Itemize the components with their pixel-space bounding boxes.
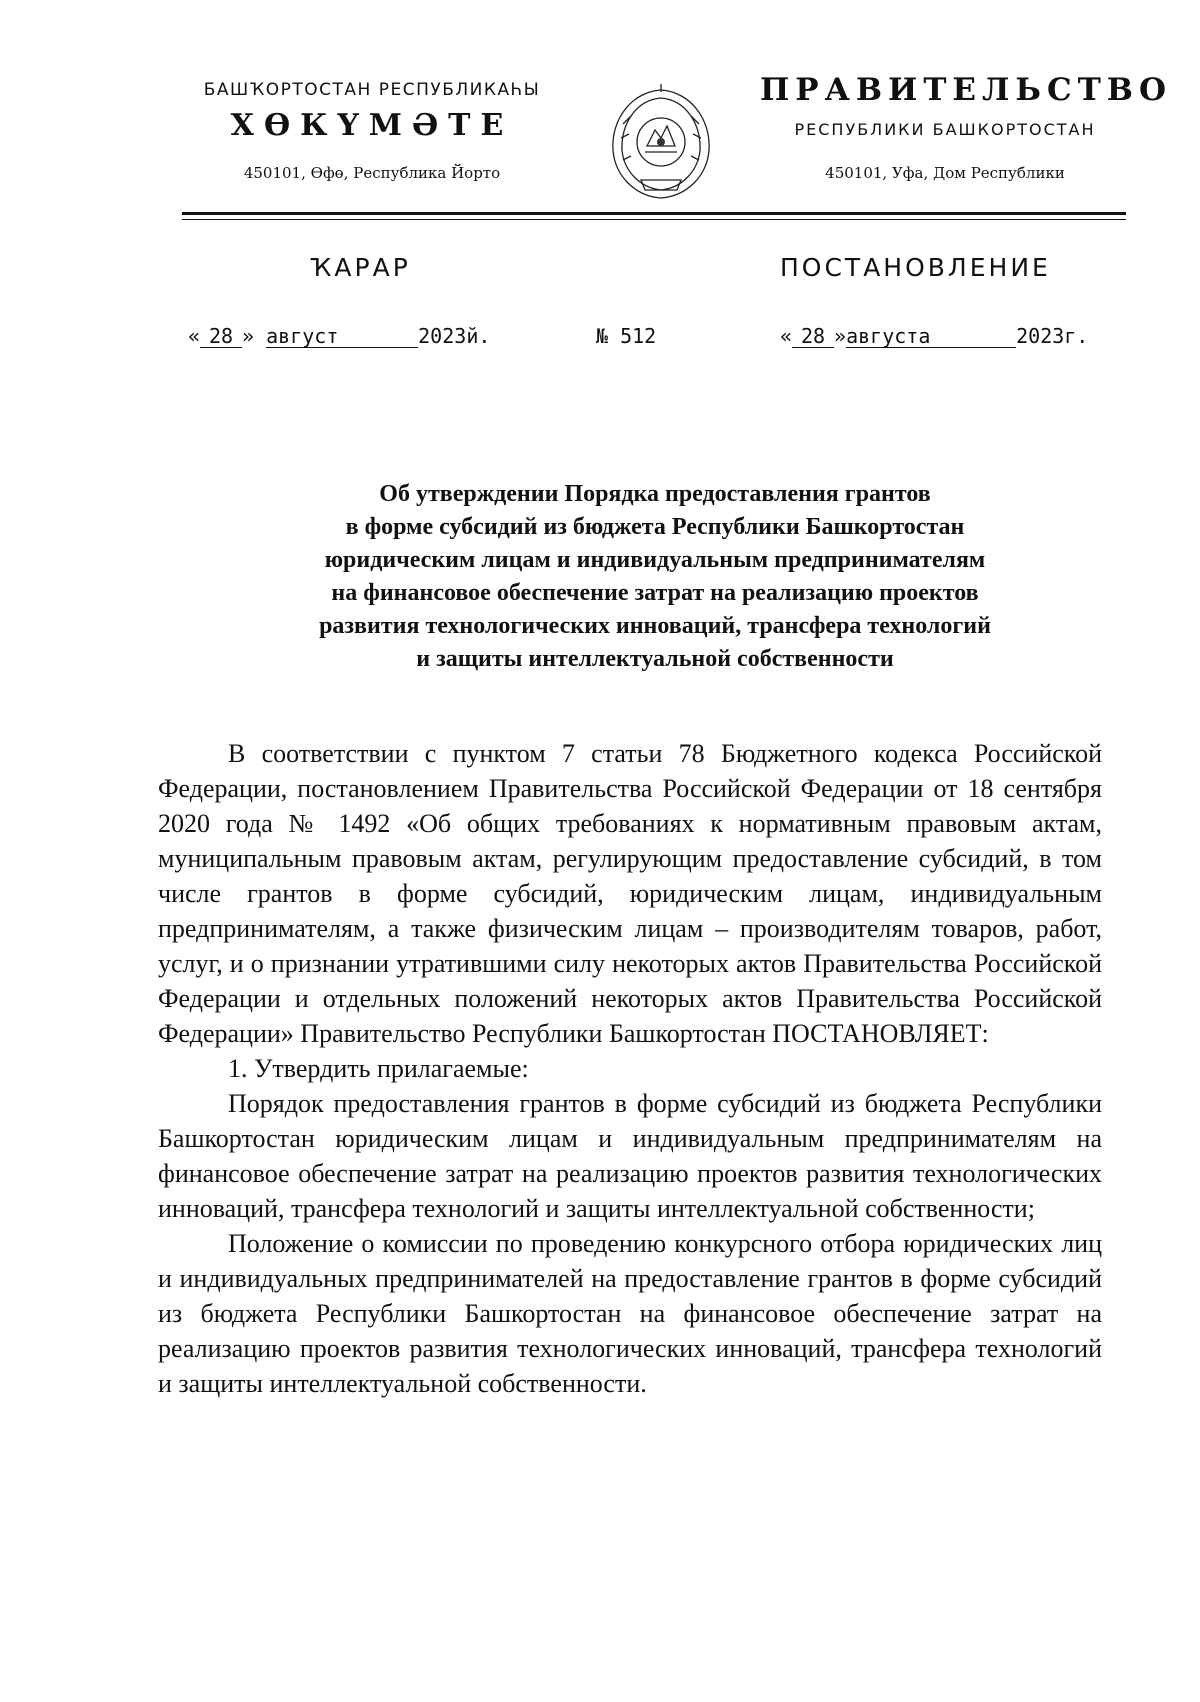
title-line: на финансовое обеспечение затрат на реализацию проектов bbox=[331, 580, 979, 606]
body-paragraph-regulation: Положение о комиссии по проведению конкурсного отбора юридических лиц и индивидуальных предпринимателей на предоставление грантов в форме субсидий из бюджета Республики Башкортостан на финансовое обеспечение затрат на реализацию проектов развития технологических инноваций, трансфера технологий и защиты интеллектуальной собственности. bbox=[158, 1229, 1102, 1398]
title-line: развития технологических инноваций, трансфера технологий bbox=[319, 613, 991, 639]
title-line: и защиты интеллектуальной собственности bbox=[416, 646, 894, 672]
quote-open: « bbox=[780, 324, 793, 348]
document-body bbox=[158, 736, 1102, 1401]
date-right-year-prefix: 20 bbox=[1016, 324, 1041, 348]
date-left-month: август bbox=[266, 325, 418, 348]
quote-close: » bbox=[242, 324, 255, 348]
header-right-government: ПРАВИТЕЛЬСТВО bbox=[760, 72, 1172, 108]
header-divider-thick bbox=[182, 212, 1126, 215]
date-left bbox=[188, 324, 490, 348]
date-right-day: 28 bbox=[792, 325, 834, 348]
coat-of-arms-emblem bbox=[601, 80, 721, 204]
quote-open: « bbox=[188, 324, 201, 348]
doc-type-bashkir: ҠАРАР bbox=[310, 253, 411, 282]
header-left-address: 450101, Өфө, Республика Йорто bbox=[243, 164, 501, 182]
date-right bbox=[780, 324, 1088, 348]
header-left-government: ХӨКҮМӘТЕ bbox=[230, 108, 514, 143]
header-divider-thin bbox=[182, 219, 1126, 220]
document-title bbox=[190, 478, 1120, 676]
header-right-address: 450101, Уфа, Дом Республики bbox=[825, 164, 1065, 182]
body-paragraph-procedure: Порядок предоставления грантов в форме субсидий из бюджета Республики Башкортостан юридическим лицам и индивидуальным предпринимателям на финансовое обеспечение затрат на реализацию проектов развития технологических инноваций, трансфера технологий и защиты интеллектуальной собственности; bbox=[158, 1089, 1102, 1223]
body-paragraph-preamble: В соответствии с пунктом 7 статьи 78 Бюджетного кодекса Российской Федерации, постановлением Правительства Российской Федерации от 18 сентября 2020 года № 1492 «Об общих требованиях к нормативным правовым актам, муниципальным правовым актам, регулирующим предоставление субсидий, в том числе грантов в форме субсидий, юридическим лицам, индивидуальным предпринимателям, а также физическим лицам – производителям товаров, работ, услуг, и о признании утратившими силу некоторых актов Правительства Российской Федерации и отдельных положений некоторых актов Правительства Российской Федерации» Правительство Республики Башкортостан ПОСТАНОВЛЯЕТ: bbox=[158, 739, 1102, 1048]
date-left-year-suffix: 23й. bbox=[442, 324, 491, 348]
date-right-year-suffix: 23г. bbox=[1040, 324, 1089, 348]
title-line: юридическим лицам и индивидуальным предпринимателям bbox=[324, 547, 986, 573]
quote-close: » bbox=[834, 324, 847, 348]
date-right-month: августа bbox=[846, 325, 1016, 348]
header-right-republic: РЕСПУБЛИКИ БАШКОРТОСТАН bbox=[794, 120, 1096, 139]
date-left-day: 28 bbox=[200, 325, 242, 348]
header-left-republic: БАШҠОРТОСТАН РЕСПУБЛИКАҺЫ bbox=[203, 80, 541, 100]
title-line: Об утверждении Порядка предоставления грантов bbox=[379, 481, 931, 507]
document-number: № 512 bbox=[596, 324, 657, 348]
date-left-year-prefix: 20 bbox=[418, 324, 443, 348]
doc-type-russian: ПОСТАНОВЛЕНИЕ bbox=[780, 253, 1051, 282]
title-line: в форме субсидий из бюджета Республики Башкортостан bbox=[345, 514, 965, 540]
body-paragraph-item-1: 1. Утвердить прилагаемые: bbox=[228, 1054, 529, 1083]
